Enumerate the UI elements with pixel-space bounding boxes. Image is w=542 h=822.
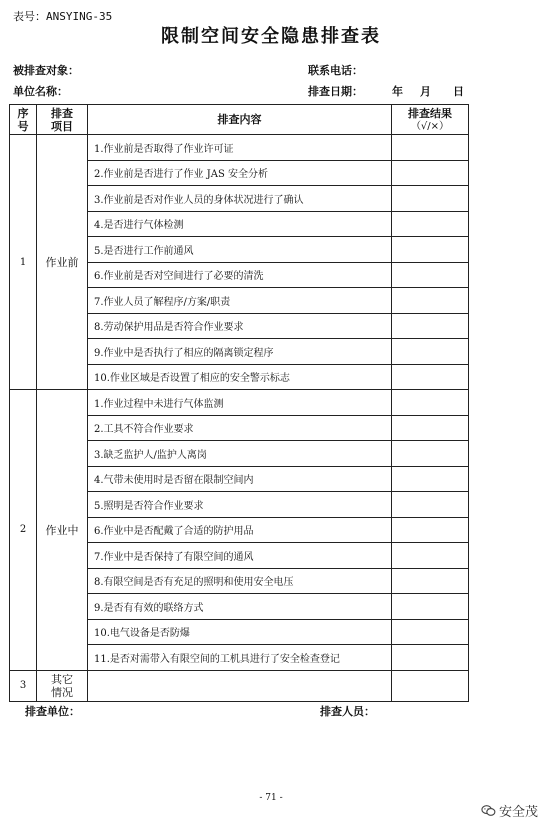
result-cell[interactable] <box>392 670 469 701</box>
table-row <box>10 390 469 416</box>
inspection-table <box>9 104 469 702</box>
table-row <box>10 670 469 701</box>
header-item: 排查 项目 <box>37 105 88 135</box>
group-phase: 其它 情况 <box>37 670 88 701</box>
target-label: 被排查对象： <box>13 64 79 77</box>
group-number: 2 <box>10 390 37 671</box>
wechat-icon <box>481 803 496 818</box>
check-item: 7.作业中是否保持了有限空间的通风 <box>88 543 392 569</box>
check-item: 10.电气设备是否防爆 <box>88 619 392 645</box>
form-number: 表号：ANSYING-35 <box>13 10 113 23</box>
result-cell[interactable] <box>392 313 469 339</box>
watermark <box>481 801 538 820</box>
header-content: 排查内容 <box>88 105 392 135</box>
check-item: 5.照明是否符合作业要求 <box>88 492 392 518</box>
result-cell[interactable] <box>392 543 469 569</box>
result-cell[interactable] <box>392 415 469 441</box>
other-content-cell[interactable] <box>88 670 392 701</box>
header-seq: 序 号 <box>10 105 37 135</box>
check-item: 2.工具不符合作业要求 <box>88 415 392 441</box>
table-row <box>10 135 469 161</box>
unit-name-label: 单位名称： <box>13 85 68 98</box>
check-item: 9.作业中是否执行了相应的隔离锁定程序 <box>88 339 392 365</box>
check-item: 3.作业前是否对作业人员的身体状况进行了确认 <box>88 186 392 212</box>
date-year: 年 <box>392 85 403 98</box>
check-item: 8.有限空间是否有充足的照明和使用安全电压 <box>88 568 392 594</box>
result-cell[interactable] <box>392 390 469 416</box>
group-phase: 作业前 <box>37 135 88 390</box>
result-cell[interactable] <box>392 339 469 365</box>
check-item: 4.气带未使用时是否留在限制空间内 <box>88 466 392 492</box>
check-item: 1.作业前是否取得了作业许可证 <box>88 135 392 161</box>
date-month: 月 <box>420 85 431 98</box>
result-cell[interactable] <box>392 211 469 237</box>
date-label: 排查日期： <box>308 85 363 98</box>
check-item: 9.是否有有效的联络方式 <box>88 594 392 620</box>
check-item: 5.是否进行工作前通风 <box>88 237 392 263</box>
group-phase: 作业中 <box>37 390 88 671</box>
result-cell[interactable] <box>392 160 469 186</box>
header-row <box>10 105 469 135</box>
check-item: 10.作业区域是否设置了相应的安全警示标志 <box>88 364 392 390</box>
date-day: 日 <box>453 85 464 98</box>
inspector-label: 排查人员： <box>320 705 375 718</box>
result-cell[interactable] <box>392 288 469 314</box>
result-cell[interactable] <box>392 262 469 288</box>
group-number: 1 <box>10 135 37 390</box>
result-cell[interactable] <box>392 441 469 467</box>
phone-label: 联系电话： <box>308 64 363 77</box>
result-cell[interactable] <box>392 186 469 212</box>
page-number: - 71 - <box>259 793 283 803</box>
check-item: 1.作业过程中未进行气体监测 <box>88 390 392 416</box>
result-cell[interactable] <box>392 492 469 518</box>
inspection-unit-label: 排查单位： <box>25 705 80 718</box>
result-cell[interactable] <box>392 466 469 492</box>
group-number: 3 <box>10 670 37 701</box>
check-item: 7.作业人员了解程序/方案/职责 <box>88 288 392 314</box>
check-item: 4.是否进行气体检测 <box>88 211 392 237</box>
check-item: 2.作业前是否进行了作业 JAS 安全分析 <box>88 160 392 186</box>
result-cell[interactable] <box>392 364 469 390</box>
check-item: 6.作业前是否对空间进行了必要的清洗 <box>88 262 392 288</box>
result-cell[interactable] <box>392 517 469 543</box>
result-cell[interactable] <box>392 568 469 594</box>
result-cell[interactable] <box>392 645 469 671</box>
result-cell[interactable] <box>392 594 469 620</box>
check-item: 11.是否对需带入有限空间的工机具进行了安全检查登记 <box>88 645 392 671</box>
result-cell[interactable] <box>392 237 469 263</box>
watermark-text: 安全茂 <box>498 805 538 820</box>
check-item: 3.缺乏监护人/监护人离岗 <box>88 441 392 467</box>
result-cell[interactable] <box>392 135 469 161</box>
header-result: 排查结果 （√/×） <box>392 105 469 135</box>
check-item: 8.劳动保护用品是否符合作业要求 <box>88 313 392 339</box>
result-cell[interactable] <box>392 619 469 645</box>
page-title: 限制空间安全隐患排查表 <box>161 26 381 47</box>
check-item: 6.作业中是否配戴了合适的防护用品 <box>88 517 392 543</box>
